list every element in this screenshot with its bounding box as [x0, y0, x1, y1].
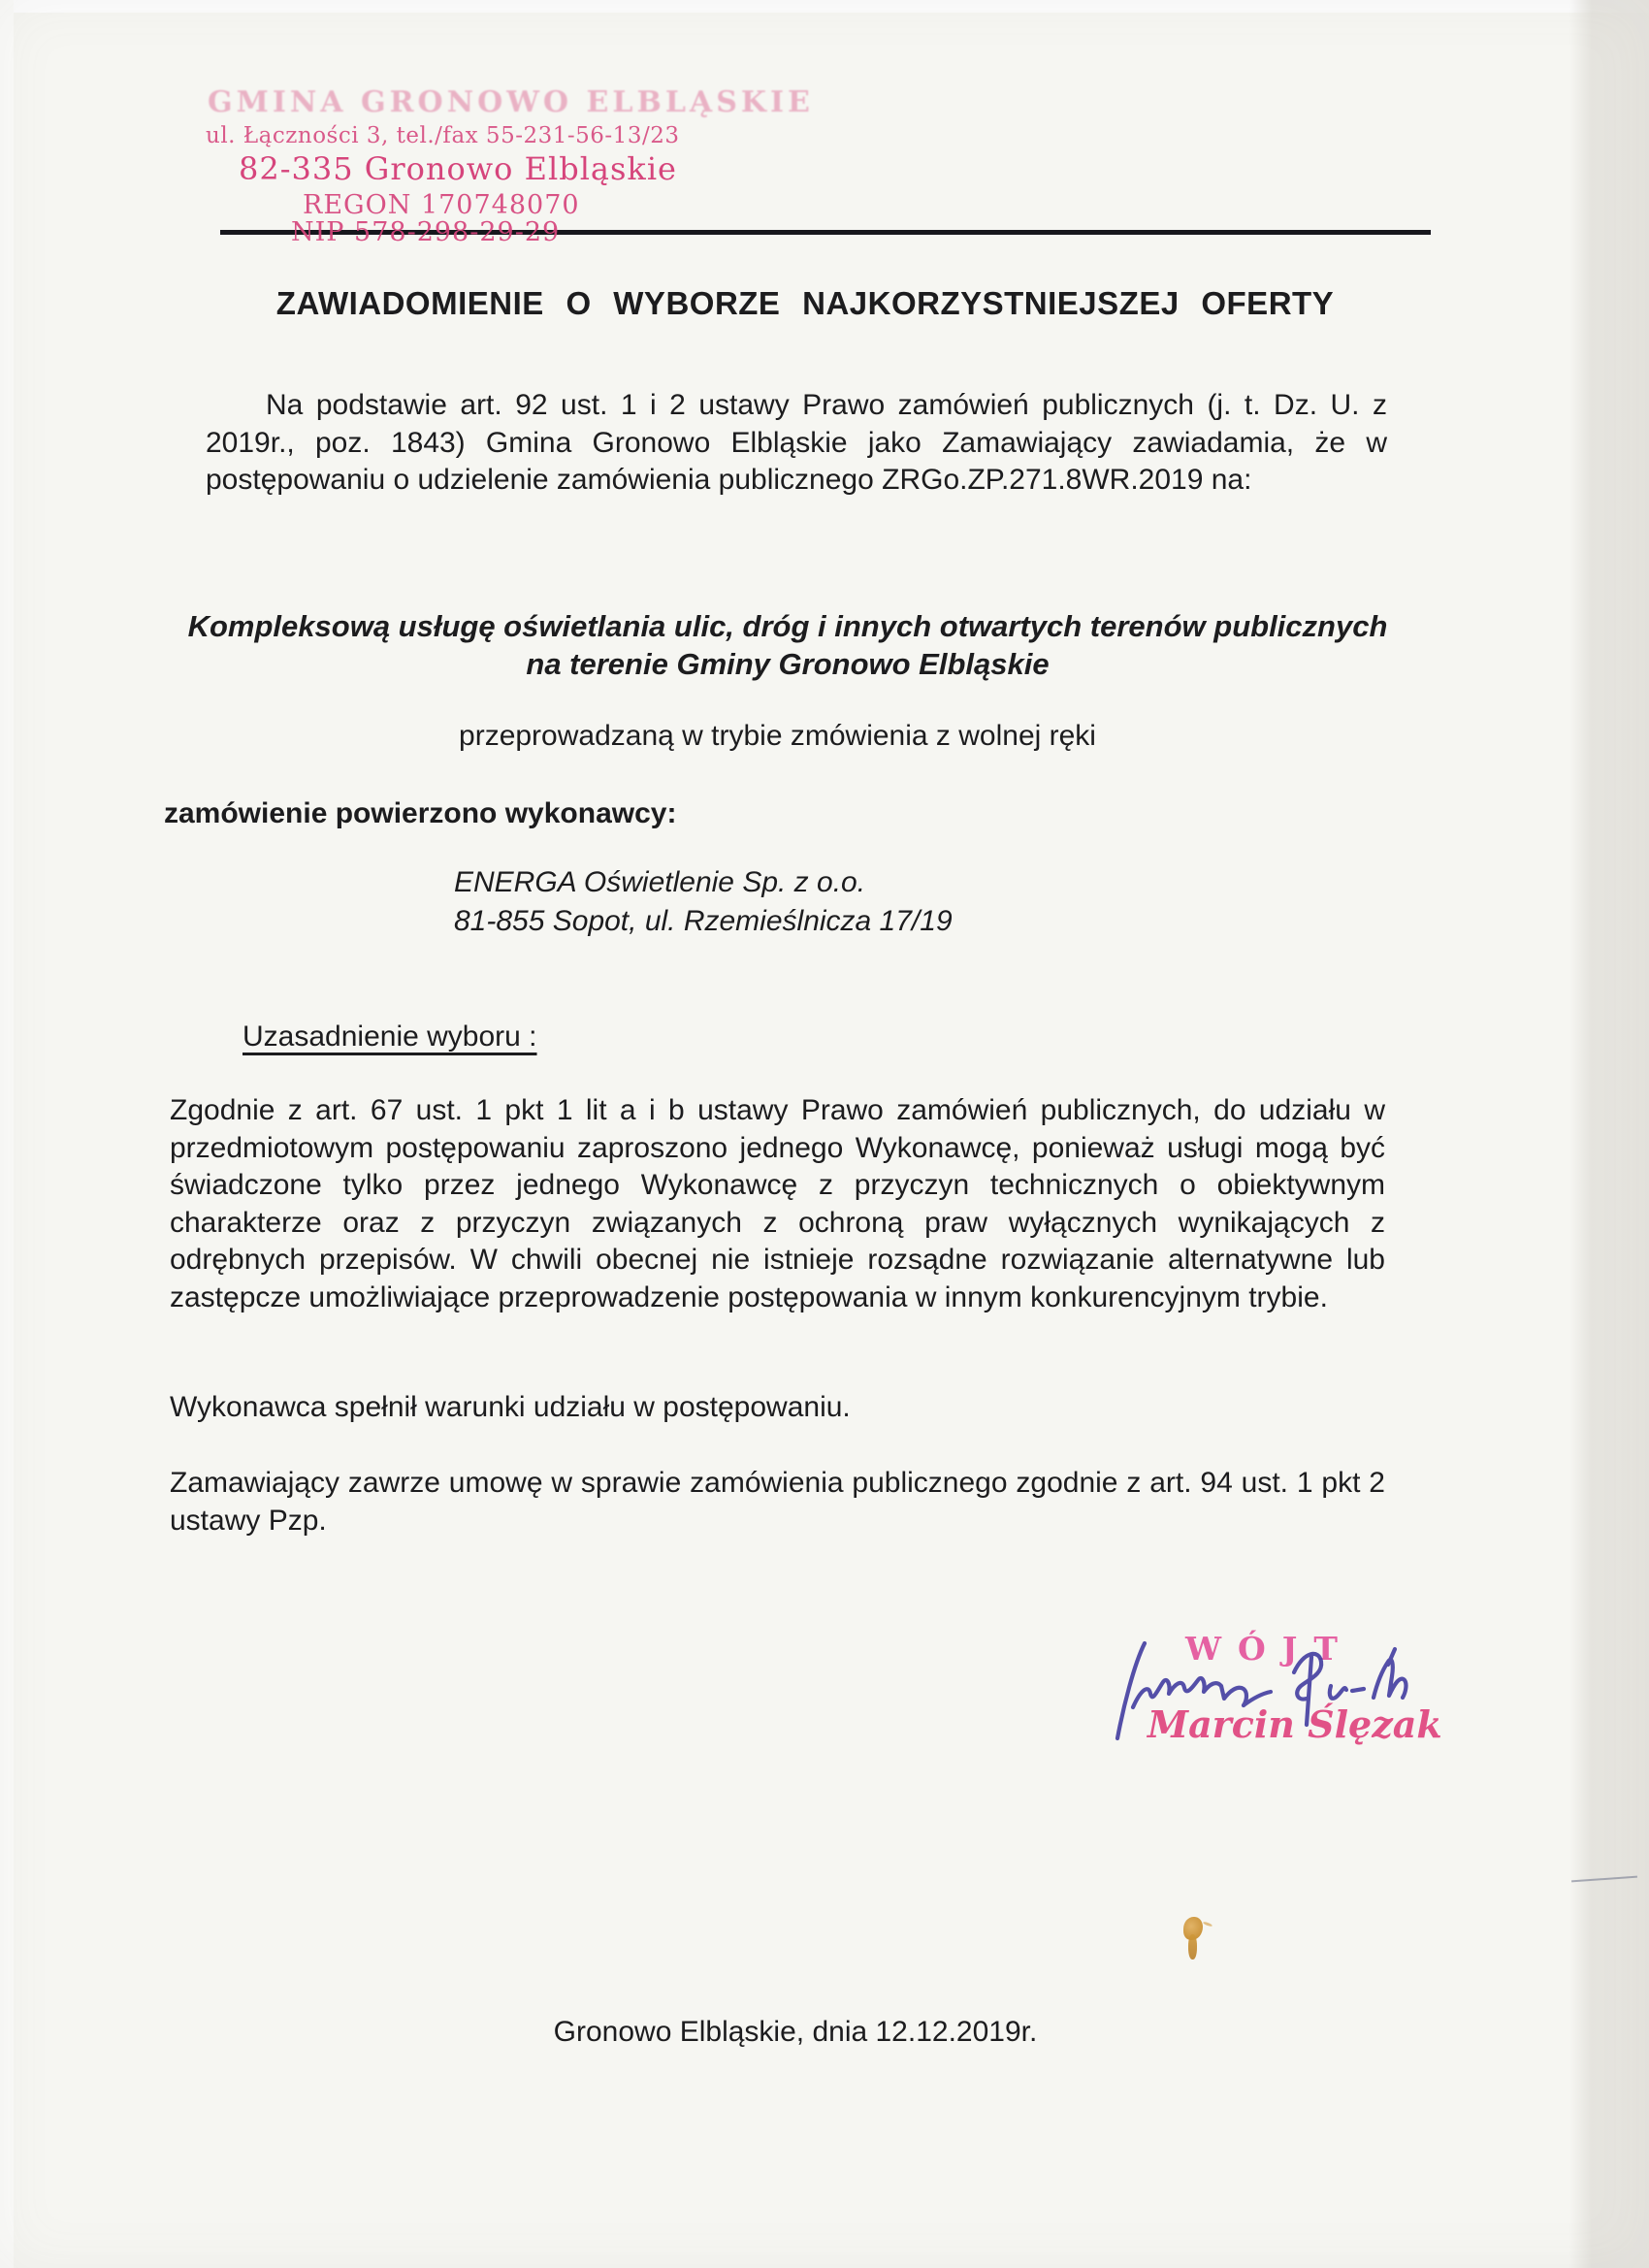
- contract-statement: Zamawiający zawrze umowę w sprawie zamówienia publicznego zgodnie z art. 94 ust. 1 pkt 2 ustawy Pzp.: [170, 1467, 1385, 1537]
- ink-stain-drip: [1188, 1934, 1197, 1960]
- wojt-role-stamp: WÓJT: [1185, 1630, 1354, 1668]
- stamp-address-line: ul. Łączności 3, tel./fax 55-231-56-13/23: [206, 123, 680, 148]
- contractor-address: 81-855 Sopot, ul. Rzemieślnicza 17/19: [454, 904, 953, 937]
- contractor-name: ENERGA Oświetlenie Sp. z o.o.: [454, 866, 866, 898]
- ink-stain-speck: [1203, 1921, 1212, 1927]
- stamp-regon: REGON 170748070: [303, 190, 580, 220]
- contractor-block: [454, 863, 953, 940]
- signature-handwriting: [1104, 1636, 1414, 1747]
- scan-edge-right-band: [1569, 0, 1649, 2268]
- award-label: zamówienie powierzono wykonawcy:: [164, 797, 677, 829]
- place-and-date-line: Gronowo Elbląskie, dnia 12.12.2019r.: [553, 2016, 1038, 2048]
- intro-paragraph: Na podstawie art. 92 ust. 1 i 2 ustawy Prawo zamówień publicznych (j. t. Dz. U. z 2019r., poz. 1843) Gmina Gronowo Elbląskie jako Zamawiający zawiadamia, że w postępowaniu o udzielenie zamówienia publicznego ZRGo.ZP.271.8WR.2019 na:: [206, 389, 1387, 496]
- order-subject: Kompleksową usługę oświetlania ulic, dróg i innych otwartych terenów publicznych na terenie Gminy Gronowo Elbląskie: [187, 609, 1388, 681]
- ink-stain: [1181, 1917, 1207, 1961]
- justification-heading: Uzasadnienie wyboru :: [242, 1021, 537, 1053]
- scan-edge-left: [0, 0, 14, 2268]
- stamp-org-name: GMINA GRONOWO ELBLĄSKIE: [208, 85, 814, 119]
- scan-edge-top: [0, 0, 1649, 13]
- compliance-statement: Wykonawca spełnił warunki udziału w postępowaniu.: [170, 1391, 851, 1423]
- signer-name-stamp: Marcin Ślęzak: [1148, 1702, 1442, 1746]
- procedure-mode-line: przeprowadzaną w trybie zmówienia z wolnej ręki: [459, 720, 1096, 752]
- document-title: ZAWIADOMIENIE O WYBORZE NAJKORZYSTNIEJSZEJ OFERTY: [275, 285, 1335, 321]
- stamp-nip: NIP 578-298-29-29: [291, 217, 561, 247]
- justification-body: Zgodnie z art. 67 ust. 1 pkt 1 lit a i b ustawy Prawo zamówień publicznych, do udziału w przedmiotowym postępowaniu zaproszono jednego Wykonawcę, ponieważ usługi mogą być świadczone tylko przez jednego Wykonawcę z przyczyn technicznych o obiektywnym charakterze oraz z przyczyn związanych z ochroną praw wyłącznych wynikających z odrębnych przepisów. W chwili obecnej nie istnieje rozsądne rozwiązanie alternatywne lub zastępcze umożliwiające przeprowadzenie postępowania w innym konkurencyjnym trybie.: [170, 1094, 1385, 1313]
- stamp-city-line: 82-335 Gronowo Elbląskie: [239, 150, 677, 187]
